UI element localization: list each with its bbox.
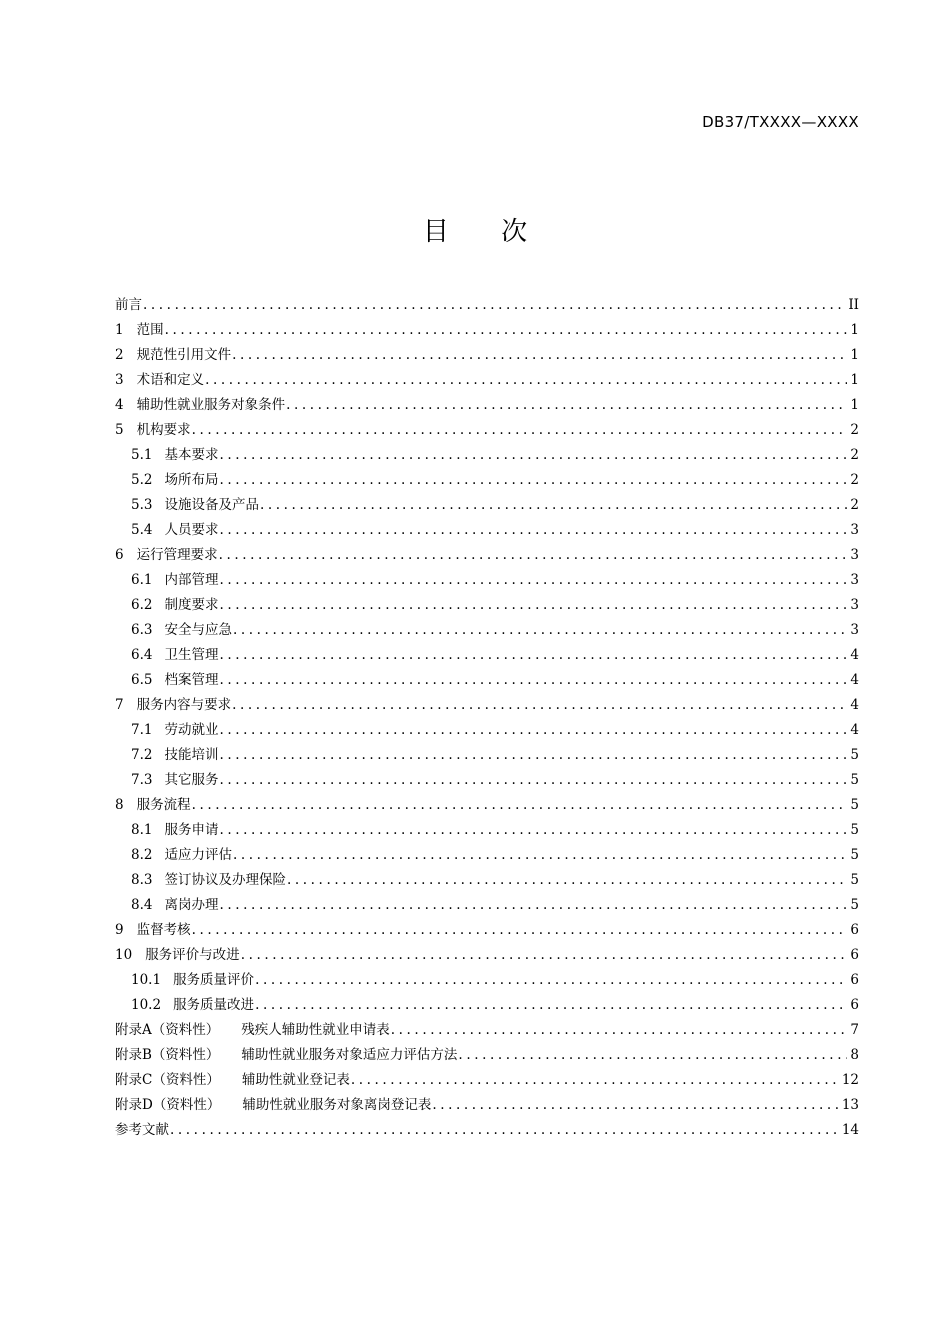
toc-entry[interactable] — [115, 968, 859, 993]
toc-entry[interactable] — [115, 918, 859, 943]
toc-entry-number: 5.1 — [131, 447, 153, 463]
toc-entry-number: 7.2 — [131, 747, 153, 763]
toc-entry-page: 3 — [850, 522, 859, 538]
toc-dot-leader — [219, 668, 847, 693]
toc-dot-leader — [233, 618, 847, 643]
toc-entry-page: 3 — [850, 622, 859, 638]
toc-entry-page: 4 — [850, 722, 859, 738]
toc-entry[interactable] — [115, 818, 859, 843]
toc-entry-number: 3 — [115, 372, 124, 388]
toc-entry-title: 术语和定义 — [136, 372, 205, 388]
toc-entry-page: 4 — [850, 647, 859, 663]
toc-entry-page: 6 — [850, 997, 859, 1013]
toc-entry-number: 8.2 — [131, 847, 153, 863]
toc-entry-page: 5 — [850, 772, 859, 788]
toc-dot-leader — [192, 418, 848, 443]
toc-entry-number: 5.3 — [131, 497, 153, 513]
toc-entry-page: 5 — [850, 747, 859, 763]
toc-entry-number: 8 — [115, 797, 124, 813]
toc-entry-number: 8.4 — [131, 897, 153, 913]
toc-entry[interactable] — [115, 868, 859, 893]
toc-dot-leader — [241, 943, 848, 968]
toc-entry-page: 6 — [850, 947, 859, 963]
toc-entry-title: 制度要求 — [164, 597, 219, 613]
toc-entry-page: 12 — [841, 1072, 859, 1088]
toc-dot-leader — [219, 743, 847, 768]
toc-entry-title: 监督考核 — [136, 922, 191, 938]
toc-entry-number: 7.1 — [131, 722, 153, 738]
toc-dot-leader — [165, 318, 848, 343]
toc-dot-leader — [219, 818, 847, 843]
toc-entry[interactable] — [115, 318, 859, 343]
toc-dot-leader — [219, 443, 847, 468]
toc-entry-title: 安全与应急 — [164, 622, 232, 638]
toc-entry[interactable] — [115, 893, 859, 918]
toc-entry-title: 残疾人辅助性就业申请表 — [241, 1022, 390, 1038]
toc-entry-title: 劳动就业 — [164, 722, 219, 738]
toc-entry[interactable] — [115, 793, 859, 818]
toc-entry[interactable] — [115, 618, 859, 643]
toc-entry-number: 5.2 — [131, 472, 153, 488]
toc-dot-leader — [255, 993, 847, 1018]
toc-entry-title: 人员要求 — [164, 522, 219, 538]
toc-entry-number: 9 — [115, 922, 124, 938]
toc-entry[interactable] — [115, 1118, 859, 1143]
toc-entry-number: 6.1 — [131, 572, 153, 588]
toc-entry-number: 6.3 — [131, 622, 153, 638]
toc-entry[interactable] — [115, 443, 859, 468]
toc-entry-page: 14 — [841, 1122, 859, 1138]
toc-entry[interactable] — [115, 568, 859, 593]
toc-entry[interactable] — [115, 543, 859, 568]
toc-dot-leader — [219, 643, 847, 668]
toc-entry-title: 离岗办理 — [164, 897, 219, 913]
toc-dot-leader — [219, 543, 848, 568]
toc-entry-title: 卫生管理 — [164, 647, 219, 663]
toc-entry-number: 1 — [115, 322, 124, 338]
toc-entry[interactable] — [115, 843, 859, 868]
toc-entry-title: 前言 — [115, 297, 142, 313]
toc-entry[interactable] — [115, 643, 859, 668]
toc-entry-page: 6 — [850, 972, 859, 988]
toc-entry-page: 7 — [850, 1022, 859, 1038]
toc-dot-leader — [232, 343, 847, 368]
toc-dot-leader — [219, 893, 847, 918]
toc-entry[interactable] — [115, 1018, 859, 1043]
toc-entry[interactable] — [115, 1093, 859, 1118]
toc-entry-title: 服务内容与要求 — [136, 697, 232, 713]
toc-entry-number: 8.3 — [131, 872, 153, 888]
toc-entry-page: II — [848, 297, 859, 313]
toc-dot-leader — [192, 793, 848, 818]
toc-entry[interactable] — [115, 368, 859, 393]
toc-entry-page: 5 — [850, 822, 859, 838]
toc-entry-number: 8.1 — [131, 822, 153, 838]
toc-entry-page: 3 — [850, 547, 859, 563]
toc-dot-leader — [219, 718, 847, 743]
toc-entry[interactable] — [115, 468, 859, 493]
toc-entry-page: 3 — [850, 572, 859, 588]
document-code: DB37/TXXXX—XXXX — [702, 113, 859, 131]
toc-dot-leader — [143, 293, 845, 318]
toc-entry[interactable] — [115, 1043, 859, 1068]
toc-entry[interactable] — [115, 743, 859, 768]
toc-entry-title: 基本要求 — [164, 447, 219, 463]
toc-entry-title: 范围 — [136, 322, 164, 338]
toc-entry-title: 服务质量评价 — [173, 972, 255, 988]
toc-entry-page: 2 — [850, 472, 859, 488]
toc-entry-number: 6 — [115, 547, 124, 563]
toc-entry-title: 内部管理 — [164, 572, 219, 588]
toc-dot-leader — [391, 1018, 848, 1043]
toc-entry-number: 6.5 — [131, 672, 153, 688]
toc-dot-leader — [286, 393, 847, 418]
toc-entry[interactable] — [115, 718, 859, 743]
toc-entry-page: 13 — [841, 1097, 859, 1113]
toc-entry-page: 1 — [850, 347, 859, 363]
toc-title: 目 次 — [422, 217, 550, 247]
toc-dot-leader — [170, 1118, 839, 1143]
toc-entry-title: 签订协议及办理保险 — [164, 872, 286, 888]
toc-dot-leader — [432, 1093, 838, 1118]
toc-entry-page: 2 — [850, 447, 859, 463]
toc-entry-title: 其它服务 — [164, 772, 219, 788]
toc-entry-number: 7.3 — [131, 772, 153, 788]
toc-entry-page: 5 — [850, 897, 859, 913]
toc-entry-page: 1 — [850, 397, 859, 413]
toc-entry-title: 服务评价与改进 — [145, 947, 240, 963]
toc-dot-leader — [260, 493, 847, 518]
toc-dot-leader — [287, 868, 847, 893]
toc-entry-page: 5 — [850, 847, 859, 863]
toc-dot-leader — [219, 568, 847, 593]
toc-entry-number: 附录B（资料性） — [115, 1047, 220, 1063]
toc-entry-title: 服务流程 — [136, 797, 191, 813]
toc-entry[interactable] — [115, 293, 859, 318]
toc-entry[interactable] — [115, 768, 859, 793]
toc-entry[interactable] — [115, 593, 859, 618]
toc-entry-page: 1 — [850, 372, 859, 388]
toc-entry-page: 2 — [850, 422, 859, 438]
toc-entry[interactable] — [115, 943, 859, 968]
toc-dot-leader — [351, 1068, 839, 1093]
toc-entry-title: 档案管理 — [164, 672, 219, 688]
toc-entry-page: 3 — [850, 597, 859, 613]
toc-entry-title: 服务质量改进 — [173, 997, 255, 1013]
toc-entry-number: 10.1 — [131, 972, 162, 988]
toc-entry-title: 规范性引用文件 — [136, 347, 232, 363]
toc-dot-leader — [233, 843, 847, 868]
toc-dot-leader — [219, 768, 847, 793]
toc-entry[interactable] — [115, 343, 859, 368]
toc-entry-number: 5.4 — [131, 522, 153, 538]
toc-entry[interactable] — [115, 668, 859, 693]
toc-entry-title: 适应力评估 — [164, 847, 232, 863]
toc-dot-leader — [219, 468, 847, 493]
toc-entry-number: 附录A（资料性） — [115, 1022, 220, 1038]
toc-entry-number: 10 — [115, 947, 133, 963]
toc-dot-leader — [219, 518, 847, 543]
toc-entry-title: 辅助性就业登记表 — [241, 1072, 350, 1088]
toc-dot-leader — [458, 1043, 847, 1068]
toc-entry-title: 设施设备及产品 — [164, 497, 259, 513]
toc-entry-title: 运行管理要求 — [136, 547, 218, 563]
toc-entry-title: 服务申请 — [164, 822, 219, 838]
toc-entry[interactable] — [115, 1068, 859, 1093]
toc-entry-page: 4 — [850, 672, 859, 688]
toc-dot-leader — [192, 918, 848, 943]
table-of-contents — [115, 293, 859, 1143]
toc-entry-title: 场所布局 — [164, 472, 219, 488]
toc-entry-page: 4 — [850, 697, 859, 713]
toc-entry[interactable] — [115, 993, 859, 1018]
toc-entry-title: 辅助性就业服务对象条件 — [136, 397, 286, 413]
toc-entry-title: 辅助性就业服务对象适应力评估方法 — [241, 1047, 458, 1063]
toc-entry[interactable] — [115, 493, 859, 518]
toc-dot-leader — [219, 593, 847, 618]
toc-entry-page: 6 — [850, 922, 859, 938]
toc-entry-title: 参考文献 — [115, 1122, 169, 1138]
toc-entry-number: 10.2 — [131, 997, 162, 1013]
toc-dot-leader — [255, 968, 847, 993]
toc-entry-page: 8 — [850, 1047, 859, 1063]
toc-entry-number: 2 — [115, 347, 124, 363]
toc-entry-number: 5 — [115, 422, 124, 438]
toc-entry-number: 附录C（资料性） — [115, 1072, 220, 1088]
toc-entry-page: 5 — [850, 872, 859, 888]
toc-entry-number: 7 — [115, 697, 124, 713]
toc-entry-title: 辅助性就业服务对象离岗登记表 — [242, 1097, 432, 1113]
toc-entry-number: 4 — [115, 397, 124, 413]
toc-entry[interactable] — [115, 693, 859, 718]
toc-entry[interactable] — [115, 518, 859, 543]
toc-entry-page: 1 — [850, 322, 859, 338]
toc-entry-number: 6.4 — [131, 647, 153, 663]
toc-entry-page: 5 — [850, 797, 859, 813]
toc-entry[interactable] — [115, 418, 859, 443]
toc-entry-title: 技能培训 — [164, 747, 219, 763]
toc-entry[interactable] — [115, 393, 859, 418]
toc-entry-page: 2 — [850, 497, 859, 513]
toc-entry-number: 6.2 — [131, 597, 153, 613]
toc-entry-title: 机构要求 — [136, 422, 191, 438]
toc-dot-leader — [232, 693, 847, 718]
toc-dot-leader — [205, 368, 847, 393]
toc-entry-number: 附录D（资料性） — [115, 1097, 221, 1113]
